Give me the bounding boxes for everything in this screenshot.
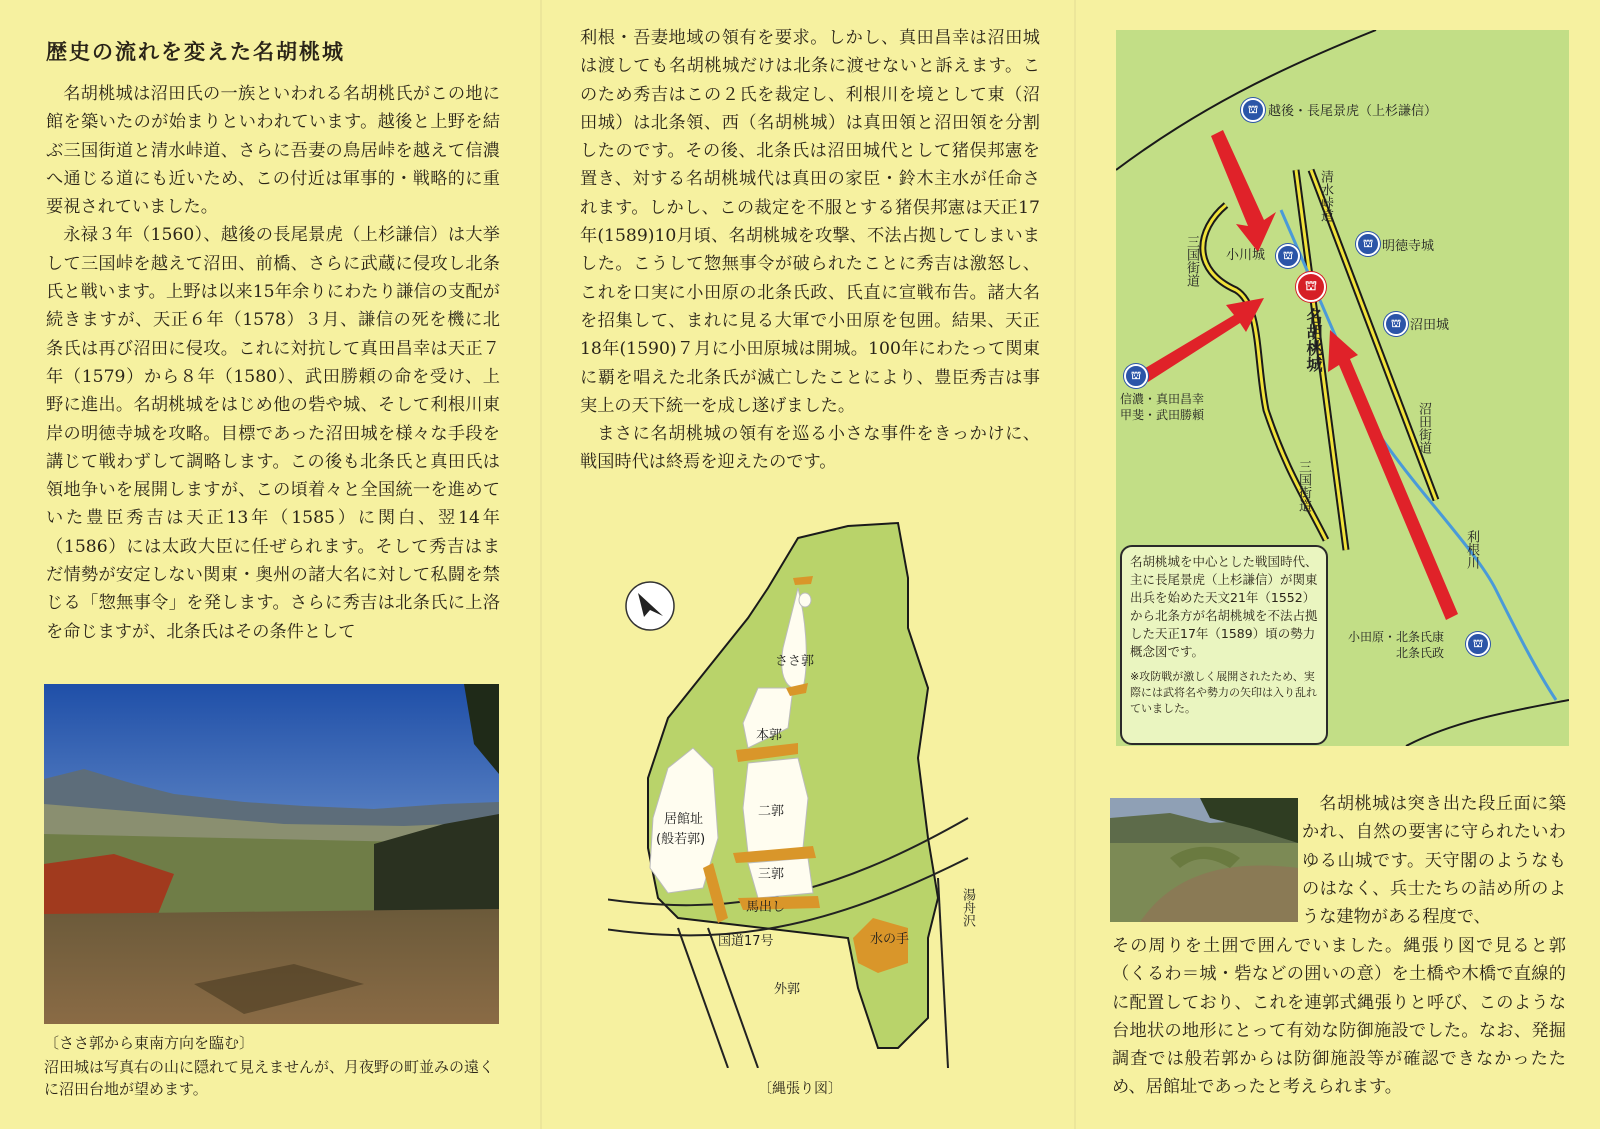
- castle-marker-echigo: ⛫: [1241, 98, 1265, 122]
- map-label-shinano1: 信濃・真田昌幸: [1120, 392, 1205, 406]
- photo-caption-body: 沼田城は写真右の山に隠れて見えませんが、月夜野の町並みの遠くに沼田台地が望めます。: [44, 1058, 495, 1098]
- page-title: 歴史の流れを変えた名胡桃城: [46, 39, 345, 64]
- history-paragraph: 名胡桃城は沼田氏の一族といわれる名胡桃氏がこの地に館を築いたのが始まりといわれています。越後と上野を結ぶ三国街道と清水峠道、さらに吾妻の鳥居峠を越えて信濃へ通じる道にも近いため、この付近は軍事的・戦略的に重要視されていました。: [46, 84, 500, 218]
- castle-marker-numata: ⛫: [1384, 312, 1408, 336]
- map-label-odawara1: 小田原・北条氏康: [1348, 630, 1445, 644]
- map-label-shinano2: 甲斐・武田勝頼: [1120, 408, 1205, 422]
- history-paragraph: 永禄３年（1560）、越後の長尾景虎（上杉謙信）は大挙して三国峠を越えて沼田、前橋、さらに武蔵に侵攻し北条氏と戦います。上野は以来15年余りにわたり謙信の支配が続きますが、天正６年（1578）３月、謙信の死を機に北条氏は再び沼田に侵攻。これに対抗して真田昌幸は天正７年（1579）から８年（1580）、武田勝頼の命を受け、上野に進出。名胡桃城をはじめ他の砦や城、そして利根川東岸の明徳寺城を攻略。目標であった沼田城を様々な手段を講じて戦わずして調略します。この後も北条氏と真田氏は領地争いを展開しますが、この頃着々と全国統一を進めていた豊臣秀吉は天正13年（1585）に関白、翌14年（1586）には太政大臣に任ぜられます。そして秀吉はまだ情勢が安定しない関東・奥州の諸大名に対して私闘を禁じる「惣無事令」を発します。さらに秀吉は北条氏に上洛を命じますが、北条氏はその条件として: [46, 225, 500, 642]
- map-label-numata-road: 沼田街道: [1416, 402, 1431, 454]
- map-label-mikuni2: 三国街道: [1296, 460, 1311, 512]
- map-label-tonegawa: 利根川: [1464, 530, 1479, 569]
- map-label-niguruwa: 二郭: [758, 804, 785, 819]
- map-label-echigo: 越後・長尾景虎（上杉謙信）: [1268, 104, 1438, 119]
- map-label-kyokan-sub: (般若郭): [656, 832, 706, 847]
- history-paragraph: 利根・吾妻地域の領有を要求。しかし、真田昌幸は沼田城は渡しても名胡桃城だけは北条に渡せないと訴えます。このため秀吉はこの２氏を裁定し、利根川を境として東（沼田城）は北条領、西（名胡桃城）は真田領と沼田領を分割したのです。その後、北条氏は沼田城代として猪俣邦憲を置き、対する名胡桃城代は真田の家臣・鈴木主水が任命されます。しかし、この裁定を不服とする猪俣邦憲は天正17年(1589)10月頃、名胡桃城を攻撃、不法占拠してしまいました。こうして惣無事令が破られたことに秀吉は激怒し、これを口実に小田原の北条氏政、氏直に宣戦布告。諸大名を招集して、まれに見る大軍で小田原を包囲。結果、天正18年(1590)７月に小田原城は開城。100年にわたって関東に覇を唱えた北条氏が滅亡したことにより、豊臣秀吉は事実上の天下統一を成し遂げました。: [580, 28, 1040, 416]
- castle-earthwork-photo: [1110, 798, 1298, 922]
- castle-marker-meitokuji: ⛫: [1356, 232, 1380, 256]
- castle-marker-nagurumi: ⛫: [1296, 272, 1326, 302]
- map-label-nagurumi: 名胡桃城: [1304, 308, 1323, 372]
- castle-description-top: [1302, 790, 1566, 931]
- castle-description-bottom: [1112, 932, 1566, 1102]
- map-label-umadashi: 馬出し: [746, 900, 786, 915]
- castle-marker-odawara: ⛫: [1466, 632, 1490, 656]
- castle-description-paragraph: 名胡桃城は突き出た段丘面に築かれ、自然の要害に守られたいわゆる山城です。天守閣のようなものはなく、兵士たちの詰め所のような建物がある程度で、: [1302, 794, 1566, 928]
- map-label-sasa: ささ郭: [775, 654, 815, 669]
- history-paragraph: まさに名胡桃城の領有を巡る小さな事件をきっかけに、戦国時代は終焉を迎えたのです。: [580, 424, 1040, 473]
- map-label-route17: 国道17号: [718, 934, 774, 949]
- castle-marker-ogawa: ⛫: [1276, 244, 1300, 268]
- map-label-kyokan: 居館址: [664, 812, 704, 827]
- history-text-col1: [46, 80, 500, 646]
- map-label-sotoguruwa: 外郭: [774, 982, 801, 997]
- fold-line-1: [540, 0, 542, 1129]
- castle-layout-map: [608, 518, 988, 1068]
- map-note-box: [1120, 545, 1328, 745]
- map-label-ogawa: 小川城: [1226, 248, 1266, 263]
- map-label-odawara2: 北条氏政: [1396, 646, 1445, 660]
- map-label-mizunote: 水の手: [870, 932, 910, 947]
- map-label-shimizu: 清水峠道: [1318, 170, 1333, 222]
- map-label-sanguruwa: 三郭: [758, 867, 785, 882]
- landscape-photo: [44, 684, 499, 1024]
- photo-caption-title: 〔ささ郭から東南方向を臨む〕: [44, 1034, 255, 1052]
- map-caption: 〔縄張り図〕: [758, 1081, 842, 1097]
- map-label-honguruwa: 本郭: [756, 728, 783, 743]
- map-label-yubunezawa: 湯舟沢: [960, 888, 975, 927]
- castle-description-paragraph: その周りを土囲で囲んでいました。縄張り図で見ると郭（くるわ＝城・砦などの囲いの意）を土橋や木橋で直線的に配置しており、これを連郭式縄張りと呼び、このような台地状の地形にとって有効な防御施設でした。なお、発掘調査では般若郭からは防御施設等が確認できなかったため、居館址であったと考えられます。: [1112, 936, 1566, 1098]
- map-note: 名胡桃城を中心とした戦国時代、主に長尾景虎（上杉謙信）が関東出兵を始めた天文21年（1552）から北条方が名胡桃城を不法占拠した天正17年（1589）頃の勢力概念図です。: [1130, 554, 1318, 659]
- history-text-col2: [580, 24, 1040, 477]
- fold-line-2: [1074, 0, 1076, 1129]
- map-label-mikuni1: 三国街道: [1184, 235, 1199, 287]
- map-label-meitokuji: 明徳寺城: [1382, 239, 1435, 254]
- castle-marker-shinano: ⛫: [1124, 364, 1148, 388]
- map-note-sub: ※攻防戦が激しく展開されたため、実際には武将名や勢力の矢印は入り乱れていました。: [1130, 670, 1317, 715]
- map-label-numata-castle: 沼田城: [1410, 318, 1450, 333]
